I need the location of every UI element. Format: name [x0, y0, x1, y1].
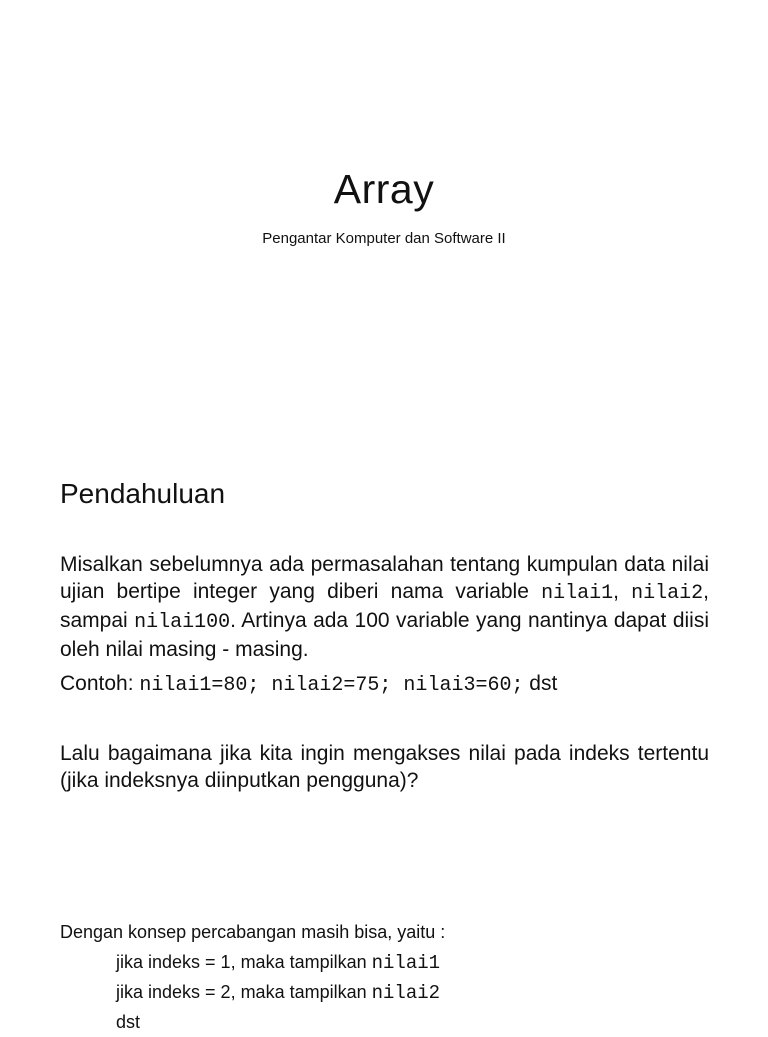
code-nilai1: nilai1	[541, 582, 614, 605]
slide-subtitle: Pengantar Komputer dan Software II	[262, 230, 506, 247]
intro-text-b: . Artinya ada 100 variable yang nantinya dapat diisi oleh nilai masing - masing.	[60, 609, 709, 661]
branch-line-1	[116, 947, 440, 978]
example-tail: dst	[523, 672, 558, 695]
code-nilai2: nilai2	[631, 582, 704, 605]
intro-sep-b: , sampai	[60, 580, 709, 632]
branch-line-2-text: jika indeks = 2, maka tampilkan	[116, 982, 372, 1002]
branch-line-1-code: nilai1	[371, 952, 441, 974]
section-heading: Pendahuluan	[60, 478, 226, 509]
branch-line-2-code: nilai2	[371, 982, 441, 1004]
intro-text-a: Misalkan sebelumnya ada permasalahan tentang kumpulan data nilai ujian bertipe integer yang diberi nama variable	[60, 553, 709, 603]
intro-sep-a: ,	[613, 580, 632, 603]
intro-paragraph	[60, 551, 709, 663]
branch-line-1-text: jika indeks = 1, maka tampilkan	[116, 952, 372, 972]
code-nilai100: nilai100	[134, 611, 231, 634]
slide-title: Array	[333, 166, 435, 212]
branch-line-2	[116, 977, 440, 1008]
example-label: Contoh:	[60, 672, 140, 695]
example-code: nilai1=80; nilai2=75; nilai3=60;	[139, 674, 524, 697]
branch-intro: Dengan konsep percabangan masih bisa, yaitu :	[60, 922, 446, 942]
example-line	[60, 670, 709, 699]
question-paragraph: Lalu bagaimana jika kita ingin mengakses nilai pada indeks tertentu (jika indeksnya diinputkan pengguna)?	[60, 742, 709, 792]
branch-more: dst	[116, 1012, 141, 1032]
